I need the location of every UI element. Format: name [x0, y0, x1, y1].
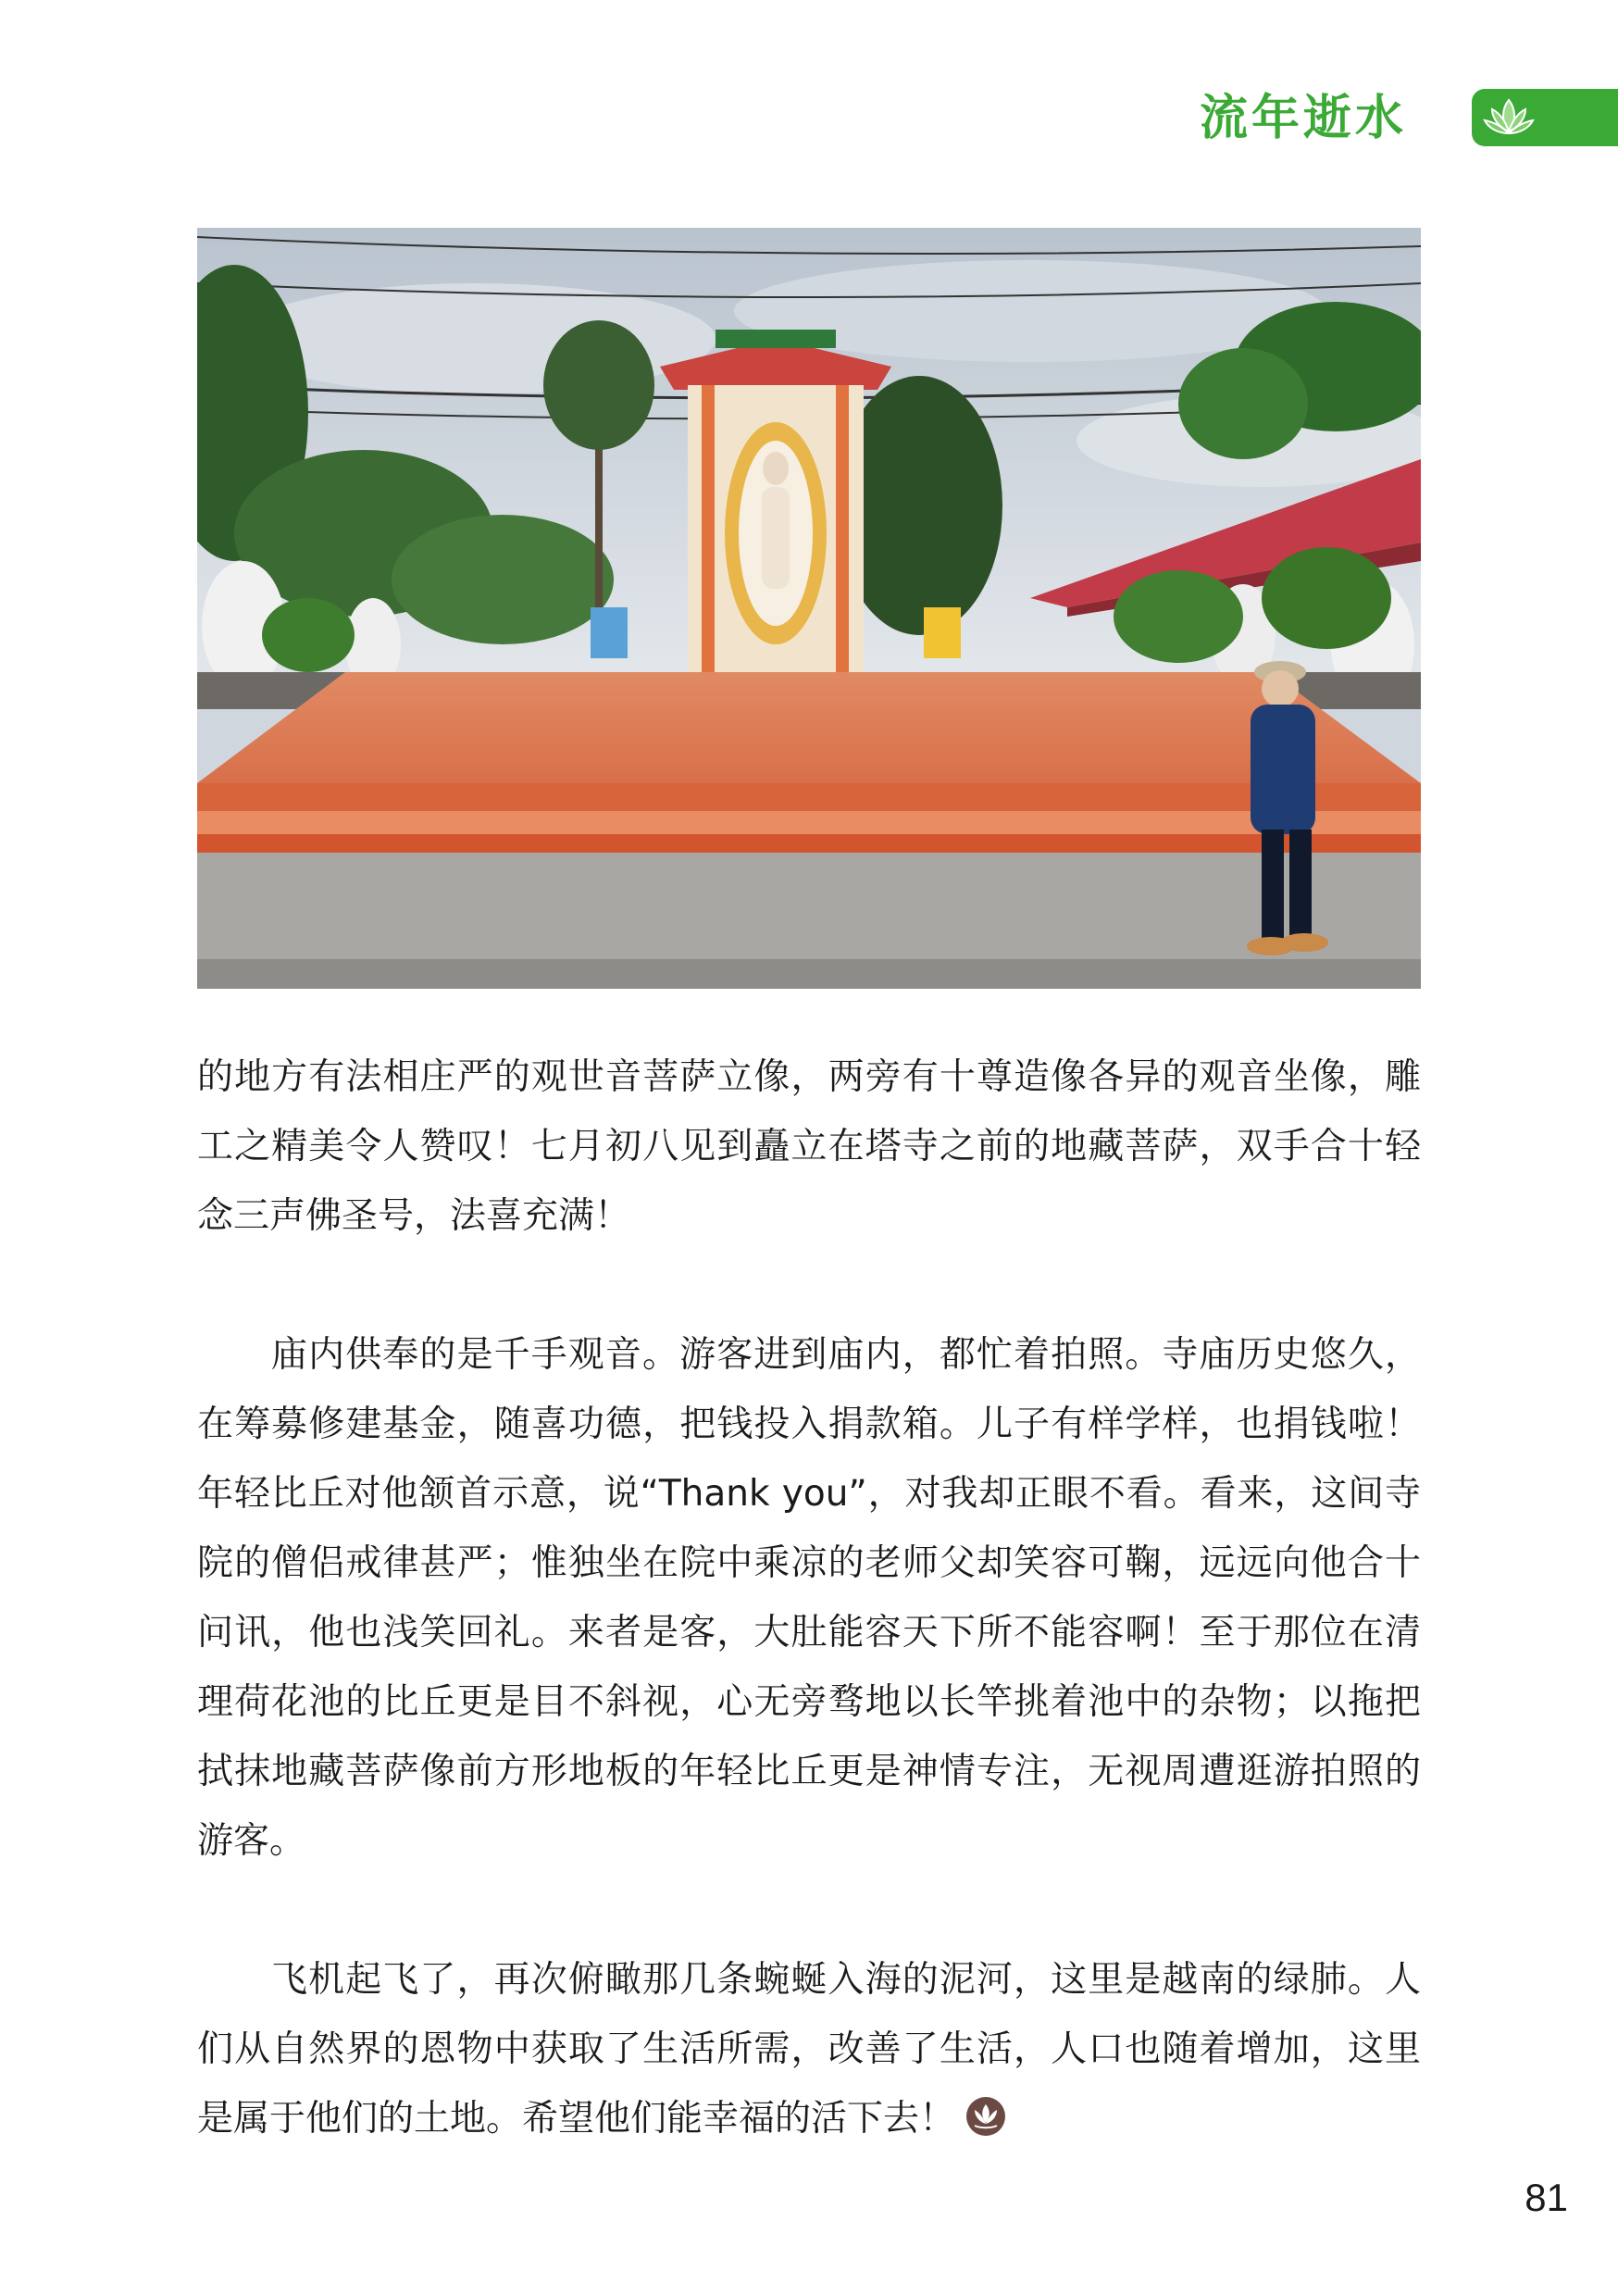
lotus-icon: [1481, 94, 1537, 141]
article-body: [197, 1042, 1421, 2153]
paragraph-3-text: 飞机起飞了，再次俯瞰那几条蜿蜒入海的泥河，这里是越南的绿肺。人们从自然界的恩物中获取了生活所需，改善了生活，人口也随着增加，这里是属于他们的土地。希望他们能幸福的活下去！: [197, 1959, 1421, 2140]
paragraph-2: 庙内供奉的是千手观音。游客进到庙内，都忙着拍照。寺庙历史悠久，在筹募修建基金，随喜功德，把钱投入捐款箱。儿子有样学样，也捐钱啦！年轻比丘对他颔首示意，说“Thank you”，对我却正眼不看。看来，这间寺院的僧侣戒律甚严；惟独坐在院中乘凉的老师父却笑容可鞠，远远向他合十问讯，他也浅笑回礼。来者是客，大肚能容天下所不能容啊！至于那位在清理荷花池的比丘更是目不斜视，心无旁骛地以长竿挑着池中的杂物；以拖把拭抹地藏菩萨像前方形地板的年轻比丘更是神情专注，无视周遭逛游拍照的游客。: [197, 1334, 1421, 1862]
paragraph-1: 的地方有法相庄严的观世音菩萨立像，两旁有十尊造像各异的观音坐像，雕工之精美令人赞叹！七月初八见到矗立在塔寺之前的地藏菩萨，双手合十轻念三声佛圣号，法喜充满！: [197, 1056, 1421, 1237]
paragraph-3: [197, 1945, 1421, 2153]
page-number: 81: [1525, 2176, 1568, 2219]
running-header-title: 流年逝水: [1200, 91, 1408, 146]
header-accent-bar: [1472, 89, 1618, 146]
lotus-icon: [966, 2097, 1005, 2136]
temple-photo: [197, 228, 1421, 989]
